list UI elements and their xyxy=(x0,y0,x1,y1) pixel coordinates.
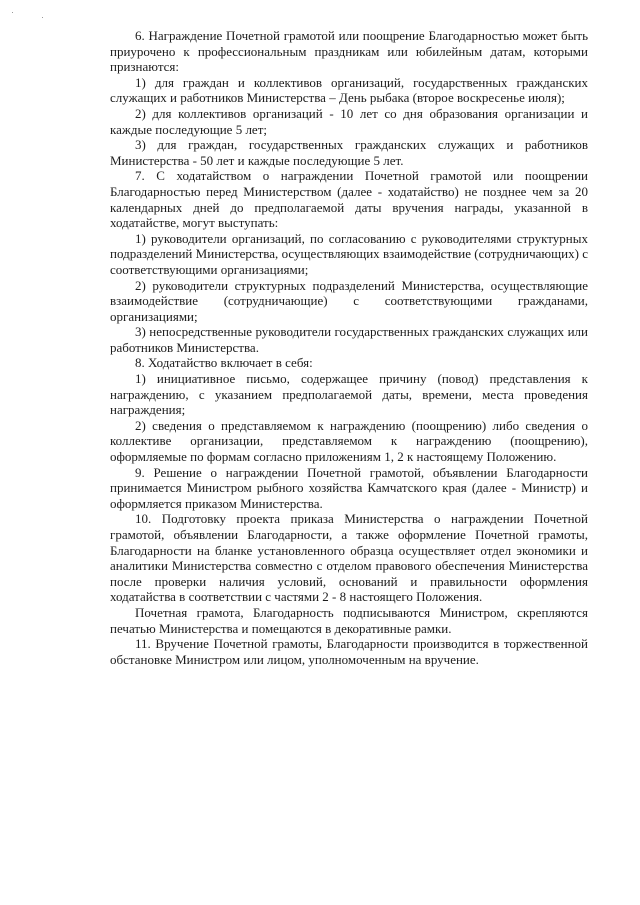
scan-speck xyxy=(12,12,13,13)
paragraph-7-item-2: 2) руководители структурных подразделений Министерства, осуществляющие взаимодействие (сотрудничающие) с соответствующими гражданами, организациями; xyxy=(110,277,588,324)
paragraph-10-signing: Почетная грамота, Благодарность подписываются Министром, скрепляются печатью Министерства и помещаются в декоративные рамки. xyxy=(110,604,588,636)
paragraph-6-item-2: 2) для коллективов организаций - 10 лет со дня образования организации и каждые последующие 5 лет; xyxy=(110,105,588,137)
paragraph-9: 9. Решение о награждении Почетной грамотой, объявлении Благодарности принимается Министром рыбного хозяйства Камчатского края (далее - Министр) и оформляется приказом Министерства. xyxy=(110,464,588,511)
paragraph-6-item-1: 1) для граждан и коллективов организаций, государственных гражданских служащих и работников Министерства – День рыбака (второе воскресенье июля); xyxy=(110,74,588,106)
paragraph-6: 6. Награждение Почетной грамотой или поощрение Благодарностью может быть приурочено к профессиональным праздникам или юбилейным датам, которыми признаются: xyxy=(110,28,588,75)
paragraph-7-item-3: 3) непосредственные руководители государственных гражданских служащих или работников Министерства. xyxy=(110,324,588,355)
paragraph-8: 8. Ходатайство включает в себя: xyxy=(135,355,313,371)
document-body xyxy=(110,28,588,667)
paragraph-6-item-3: 3) для граждан, государственных гражданских служащих и работников Министерства - 50 лет и каждые последующие 5 лет. xyxy=(110,137,588,168)
scan-speck xyxy=(42,17,43,18)
paragraph-10: 10. Подготовку проекта приказа Министерства о награждении Почетной грамотой, объявлении Благодарности, а также оформление Почетной грамоты, Благодарности на бланке установленного образца осуществляет отдел экономики и аналитики Министерства совместно с отделом правового обеспечения Министерства после проверки наличия условий, оснований и правильности оформления ходатайства в соответствии с частями 2 - 8 настоящего Положения. xyxy=(110,511,588,605)
paragraph-8-item-1: 1) инициативное письмо, содержащее причину (повод) представления к награждению, с указанием предполагаемой даты, времени, места проведения награждения; xyxy=(110,371,588,418)
paragraph-7: 7. С ходатайством о награждении Почетной грамотой или поощрении Благодарностью перед Министерством (далее - ходатайство) не позднее чем за 20 календарных дней до предполагаемой даты вручения награды, указанной в ходатайстве, могут выступать: xyxy=(110,168,588,231)
paragraph-8-item-2: 2) сведения о представляемом к награждению (поощрению) либо сведения о коллективе организации, представляемом к награждению (поощрению), оформляемые по формам согласно приложениям 1, 2 к настоящему Положению. xyxy=(110,417,588,465)
paragraph-7-item-1: 1) руководители организаций, по согласованию с руководителями структурных подразделений Министерства, осуществляющих взаимодействие (сотрудничающих) с соответствующими организациями; xyxy=(110,230,588,277)
paragraph-11: 11. Вручение Почетной грамоты, Благодарности производится в торжественной обстановке Министром или лицом, уполномоченным на вручение. xyxy=(110,636,588,667)
